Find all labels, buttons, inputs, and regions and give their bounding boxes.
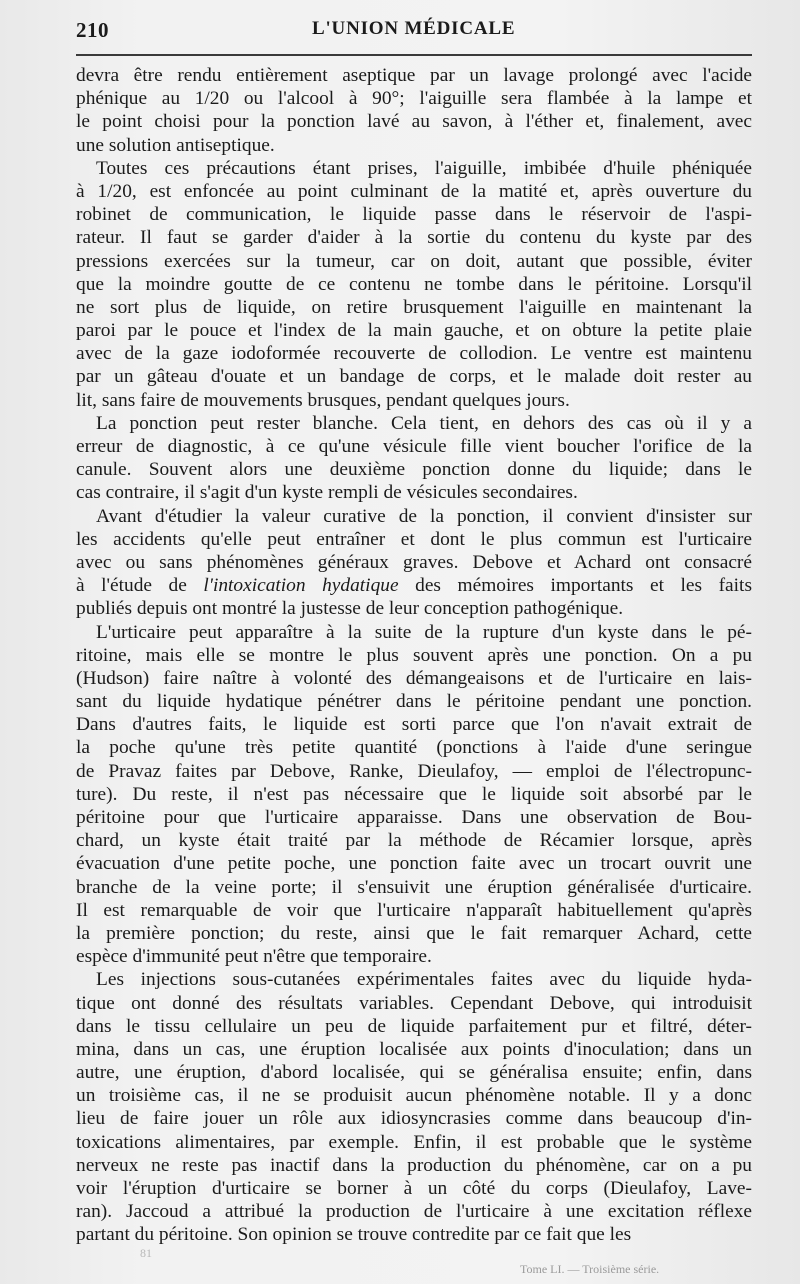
- text-line: paroi par le pouce et l'index de la main gauche, et on obture la petite plaie: [76, 320, 752, 342]
- paragraph: [76, 412, 752, 505]
- text-line: mina, dans un cas, une éruption localisée aux points d'inoculation; dans un: [76, 1038, 752, 1060]
- text-line: avec ou sans phénomènes généraux graves. Debove et Achard ont consacré: [76, 551, 752, 573]
- text-line: la première ponction; du reste, ainsi que le fait remarquer Achard, cette: [76, 922, 752, 944]
- running-title: L'UNION MÉDICALE: [312, 18, 516, 39]
- text-line: lieu de faire jouer un rôle aux idiosyncrasies comme dans beaucoup d'in-: [76, 1108, 752, 1130]
- text-line: de Pravaz faites par Debove, Ranke, Dieulafoy, — emploi de l'électropunc-: [76, 760, 752, 782]
- text-line: par un gâteau d'ouate et un bandage de corps, et le malade doit rester au: [76, 366, 752, 388]
- text-line: autre, une éruption, d'abord localisée, qui se généralisa ensuite; enfin, dans: [76, 1062, 752, 1084]
- text-line: que la moindre goutte de ce contenu ne tombe dans le péritoine. Lorsqu'il: [76, 273, 752, 295]
- text-line: Il est remarquable de voir que l'urticaire n'apparaît habituellement qu'après: [76, 899, 752, 921]
- text-line: robinet de communication, le liquide passe dans le réservoir de l'aspi-: [76, 204, 752, 226]
- text-line: La ponction peut rester blanche. Cela tient, en dehors des cas où il y a: [96, 412, 752, 434]
- text-line: tique ont donné des résultats variables. Cependant Debove, qui introduisit: [76, 992, 752, 1014]
- text-line: ne sort plus de liquide, on retire brusquement l'aiguille en maintenant la: [76, 296, 752, 318]
- paragraph: [76, 64, 752, 157]
- text-line: toxications alimentaires, par exemple. Enfin, il est probable que le système: [76, 1131, 752, 1153]
- emphasis: l'intoxication hydatique: [203, 575, 399, 597]
- text-line: pressions exercées sur la tumeur, car on doit, autant que possible, éviter: [76, 250, 752, 272]
- paragraph: [76, 968, 752, 1246]
- text-line: voir l'éruption d'urticaire se borner à un côté du corps (Dieulafoy, Lave-: [76, 1178, 752, 1199]
- text-line: ritoine, mais elle se montre le plus souvent après une ponction. On a pu: [76, 644, 752, 666]
- page-header: [76, 18, 752, 48]
- signature-mark: 81: [140, 1246, 152, 1260]
- text-line: rateur. Il faut se garder d'aider à la sortie du contenu du kyste par des: [76, 227, 752, 249]
- text-line: une solution antiseptique.: [76, 134, 275, 156]
- text-line: nerveux ne reste pas inactif dans la production du phénomène, car on a pu: [76, 1154, 752, 1176]
- body-text: [76, 64, 752, 1247]
- paragraph: [76, 621, 752, 969]
- bleed-through-footer: Tome LI. — Troisième série.: [520, 1262, 660, 1276]
- text-line: publiés depuis ont montré la justesse de leur conception pathogénique.: [76, 598, 624, 620]
- text-line: lit, sans faire de mouvements brusques, pendant quelques jours.: [76, 389, 570, 411]
- text-line: canule. Souvent alors une deuxième ponction donne du liquide; dans le: [76, 459, 752, 481]
- text-line: phénique au 1/20 ou l'alcool à 90°; l'aiguille sera flambée à la lampe et: [76, 88, 752, 110]
- page-number: 210: [76, 18, 109, 42]
- header-rule: [76, 54, 752, 56]
- text-line: ture). Du reste, il n'est pas nécessaire que le liquide soit absorbé par le: [76, 783, 752, 805]
- text-line: à l'étude de l'intoxication hydatique des mémoires importants et les faits: [76, 575, 752, 597]
- text-line: espèce d'immunité peut n'être que temporaire.: [76, 946, 432, 968]
- text-line: évacuation d'une petite poche, une ponction faite avec un trocart ouvrit une: [76, 853, 752, 875]
- text-line: les accidents qu'elle peut entraîner et dont le plus commun est l'urticaire: [76, 528, 752, 550]
- text-line: péritoine pour que l'urticaire apparaisse. Dans une observation de Bou-: [76, 807, 752, 828]
- text-line: la poche qu'une très petite quantité (ponctions à l'aide d'une seringue: [76, 737, 752, 759]
- text-line: ran). Jaccoud a attribué la production de l'urticaire à une excitation réflexe: [76, 1201, 752, 1223]
- text-line: cas contraire, il s'agit d'un kyste rempli de vésicules secondaires.: [76, 482, 578, 504]
- text-line: le point choisi pour la ponction lavé au savon, à l'éther et, finalement, avec: [76, 111, 752, 133]
- text-line: avec de la gaze iodoformée recouverte de collodion. Le ventre est maintenu: [76, 343, 752, 365]
- text-line: partant du péritoine. Son opinion se trouve contredite par ce fait que les: [76, 1224, 632, 1246]
- text-line: L'urticaire peut apparaître à la suite de la rupture d'un kyste dans le pé-: [96, 621, 752, 643]
- text-line: Dans d'autres faits, le liquide est sorti parce que l'on n'avait extrait de: [76, 714, 752, 736]
- text-line: sant du liquide hydatique pénétrer dans le péritoine pendant une ponction.: [76, 691, 752, 713]
- text-line: un troisième cas, il ne se produisit aucun phénomène notable. Il y a donc: [76, 1085, 752, 1107]
- text-line: Toutes ces précautions étant prises, l'aiguille, imbibée d'huile phéniquée: [96, 157, 752, 179]
- text-line: devra être rendu entièrement aseptique par un lavage prolongé avec l'acide: [76, 65, 752, 86]
- text-line: chard, un kyste était traité par la méthode de Récamier lorsque, après: [76, 830, 752, 852]
- text-line: branche de la veine porte; il s'ensuivit une éruption généralisée d'urticaire.: [76, 876, 752, 898]
- text-line: erreur de diagnostic, à ce qu'une vésicule fille vient boucher l'orifice de la: [76, 436, 752, 457]
- text-line: dans le tissu cellulaire un peu de liquide parfaitement pur et filtré, déter-: [76, 1015, 752, 1037]
- paragraph: [76, 157, 752, 412]
- text-line: Avant d'étudier la valeur curative de la ponction, il convient d'insister sur: [96, 505, 752, 527]
- paragraph: [76, 505, 752, 621]
- text-line: (Hudson) faire naître à volonté des démangeaisons et de l'urticaire en lais-: [76, 667, 752, 689]
- text-line: à 1/20, est enfoncée au point culminant de la matité et, après ouverture du: [76, 180, 752, 202]
- text-line: Les injections sous-cutanées expérimentales faites avec du liquide hyda-: [96, 969, 752, 991]
